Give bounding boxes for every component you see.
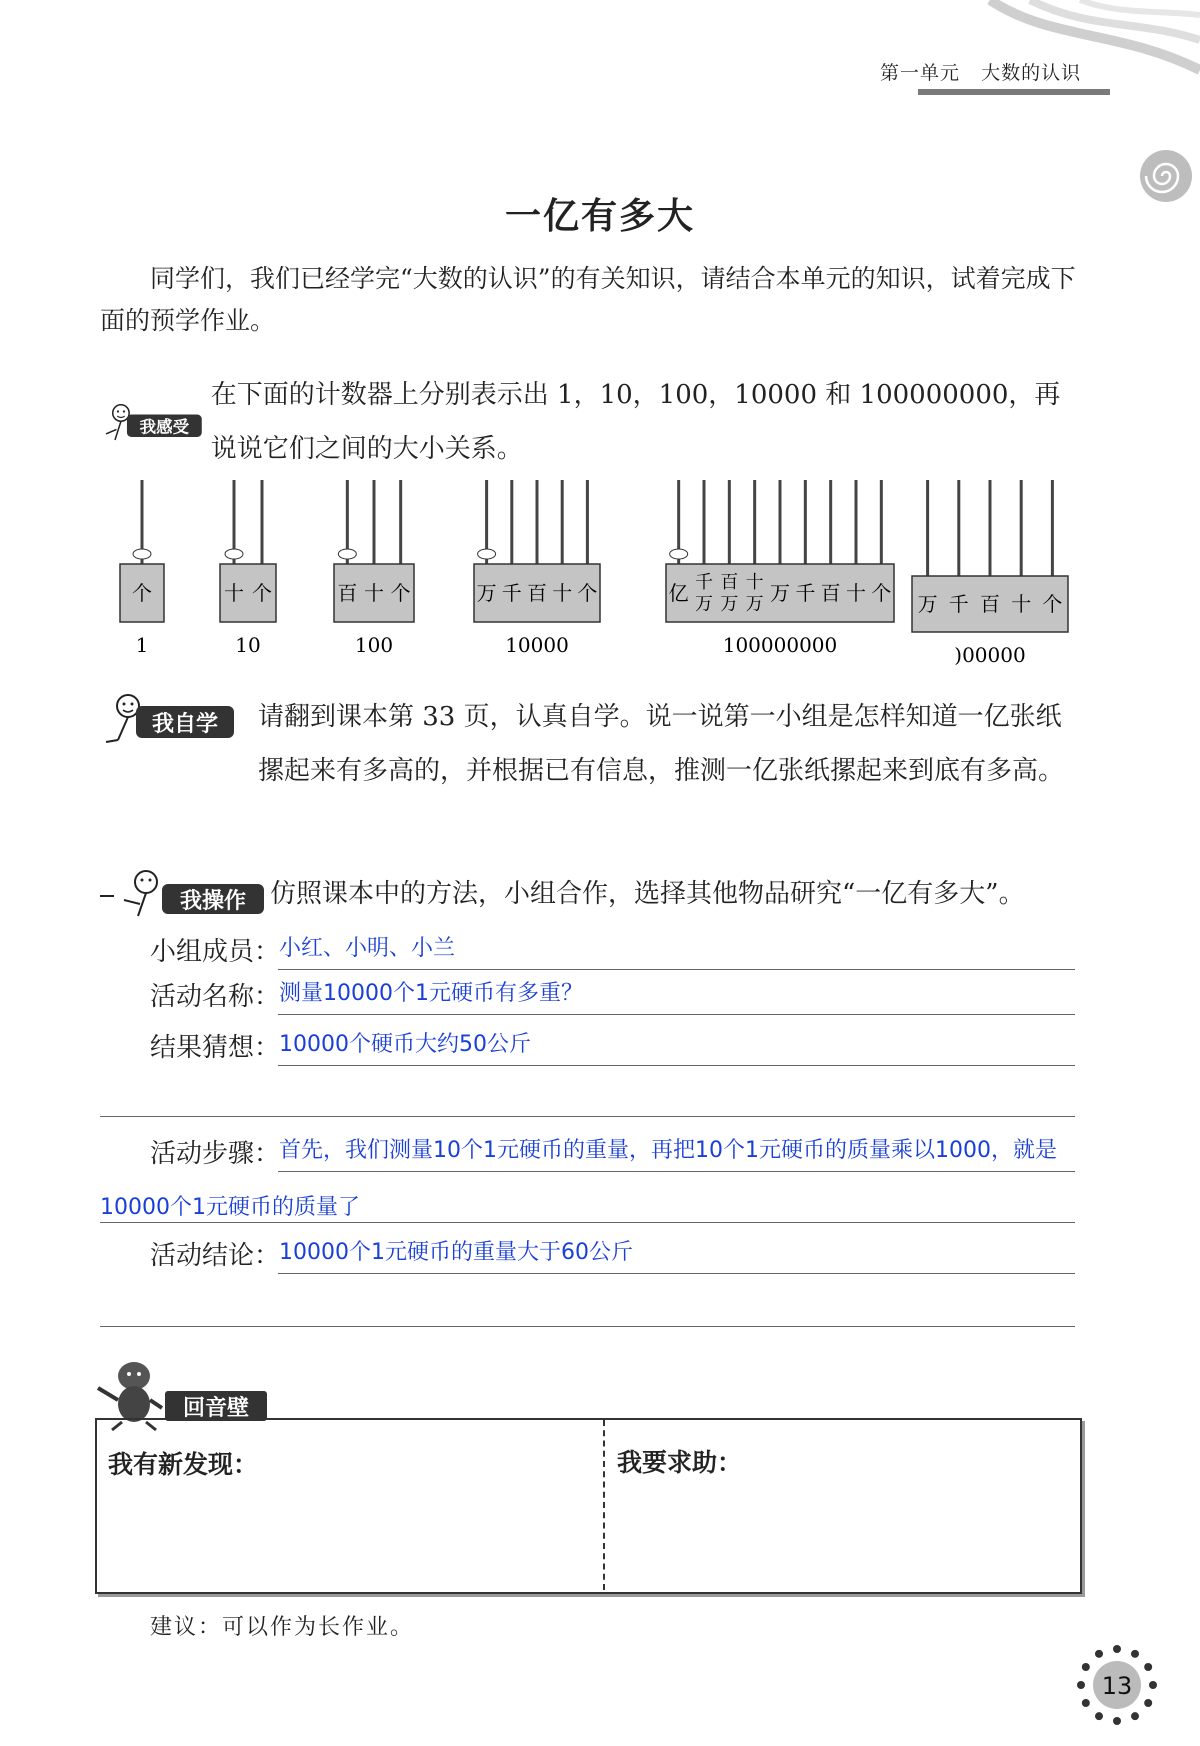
section-self [100,690,1080,786]
op-text: 仿照课本中的方法，小组合作，选择其他物品研究“一亿有多大”。 [270,879,1025,909]
abacus-place-label: 十 [745,572,764,593]
abacus-place-label: 万 [476,581,497,605]
steps-label: 活动步骤： [150,1139,281,1169]
abacus-number: 10000 [505,633,569,657]
conclusion-value[interactable]: 10000个1元硬币的重量大于60公斤 [279,1240,633,1265]
activity-name-value[interactable]: 测量10000个1元硬币有多重？ [279,981,583,1006]
page-number-dot [1149,1681,1157,1689]
abacus-place-label: 万 [745,594,764,615]
abacus-place-label: 亿 [668,581,689,605]
abacus-)00000 [912,480,1068,667]
activity-name-row [150,973,1075,1017]
guess-row [150,1024,1075,1068]
page-number-dot [1113,1717,1121,1725]
abacus-10 [220,480,276,657]
abacus-place-label: 百 [820,581,841,605]
page-number-dot [1131,1650,1139,1658]
page-number-dot [1113,1645,1121,1653]
abacus-place-label: 个 [252,581,272,605]
conclusion-row [150,1232,1075,1276]
feel-badge-label: 我感受 [139,417,190,437]
feel-badge-icon [100,394,205,450]
abacus-place-label: 万 [695,594,713,615]
unit-topic: 大数的认识 [981,62,1082,84]
guess-value[interactable]: 10000个硬币大约50公斤 [279,1032,531,1057]
feel-text: 在下面的计数器上分别表示出 1，10，100，10000 和 100000000，再说说它们之间的大小关系。 [210,380,1061,464]
section-op [100,866,1080,922]
activity-name-label: 活动名称： [150,982,281,1012]
abacus-place-label: 十 [1011,592,1032,616]
abacus-place-label: 千 [948,592,969,616]
abacus-1 [120,480,164,657]
abacus-place-label: 个 [871,581,892,605]
self-badge-label: 我自学 [151,712,219,737]
abacus-place-label: 万 [720,594,739,615]
steps-value-1[interactable]: 首先，我们测量10个1元硬币的重量，再把10个1元硬币的质量乘以1000，就是 [279,1138,1057,1163]
header-bar [918,89,1110,95]
page-number: 13 [1101,1672,1133,1700]
abacus-100000000 [666,480,894,657]
members-row [150,928,1075,972]
members-label: 小组成员： [150,937,281,967]
abacus-place-label: 个 [132,581,152,605]
abacus-place-label: 千 [795,581,816,605]
unit-label: 第一单元 [880,62,961,84]
echo-wall-label: 回音壁 [182,1396,250,1421]
steps-row [150,1130,1075,1174]
abacus-place-label: 百 [720,572,739,593]
self-text: 请翻到课本第 33 页，认真自学。说一说第一小组是怎样知道一亿张纸摞起来有多高的，并根据已有信息，推测一亿张纸摞起来到底有多高。 [258,702,1065,786]
section-feel [100,368,1080,476]
steps-value-2[interactable]: 10000个1元硬币的质量了 [100,1195,360,1220]
abacus-place-label: 万 [770,581,790,605]
page-number-dot [1077,1681,1085,1689]
op-badge-label: 我操作 [179,889,247,914]
blank-line [100,1116,1075,1117]
intro-paragraph: 同学们，我们已经学完“大数的认识”的有关知识，请结合本单元的知识，试着完成下面的预学作业。 [100,264,1076,335]
abacus-place-label: 百 [527,581,547,605]
page-number-dot [1144,1699,1152,1707]
guess-label: 结果猜想： [150,1033,281,1063]
page-number-dot [1131,1712,1139,1720]
op-badge-icon [100,866,268,922]
abacus-place-label: 十 [552,581,573,605]
abacus-number: 10 [235,633,261,657]
suggestion-note: 建议：可以作为长作业。 [150,1615,415,1640]
conclusion-label: 活动结论： [150,1241,281,1271]
abacus-place-label: 十 [224,581,244,605]
abacus-bead [338,549,356,559]
steps-line-2 [100,1222,1075,1223]
abacus-100 [334,480,414,657]
abacus-place-label: 个 [390,581,411,605]
page-number-dot [1082,1663,1090,1671]
echo-wall-divider [603,1420,605,1590]
abacus-row [100,476,1080,676]
blank-line-2 [100,1326,1075,1327]
abacus-place-label: 百 [337,581,358,605]
abacus-bead [225,549,243,559]
abacus-bead [670,549,688,559]
abacus-number: 1 [135,633,149,657]
abacus-number: )00000 [954,643,1026,667]
unit-header [880,58,1081,85]
abacus-place-label: 万 [917,592,938,616]
abacus-place-label: 个 [1042,592,1063,616]
page-number-dot [1082,1699,1090,1707]
abacus-place-label: 百 [980,592,1000,616]
page-number-dot [1095,1712,1103,1720]
page-number-dot [1144,1663,1152,1671]
abacus-place-label: 千 [501,581,522,605]
abacus-number: 100000000 [722,633,838,657]
abacus-bead [478,549,496,559]
abacus-place-label: 个 [577,581,598,605]
page-number-badge [1072,1640,1162,1730]
abacus-place-label: 十 [364,581,384,605]
abacus-number: 100 [354,633,394,657]
abacus-10000 [474,480,600,657]
self-badge-icon [100,690,240,746]
abacus-place-label: 千 [695,572,713,593]
page-title: 一亿有多大 [504,196,695,237]
abacus-place-label: 十 [846,581,866,605]
new-discovery-label: 我有新发现： [108,1450,259,1479]
ask-help-label: 我要求助： [617,1448,743,1477]
abacus-bead [133,549,151,559]
members-value[interactable]: 小红、小明、小兰 [279,936,456,961]
page-number-dot [1095,1650,1103,1658]
